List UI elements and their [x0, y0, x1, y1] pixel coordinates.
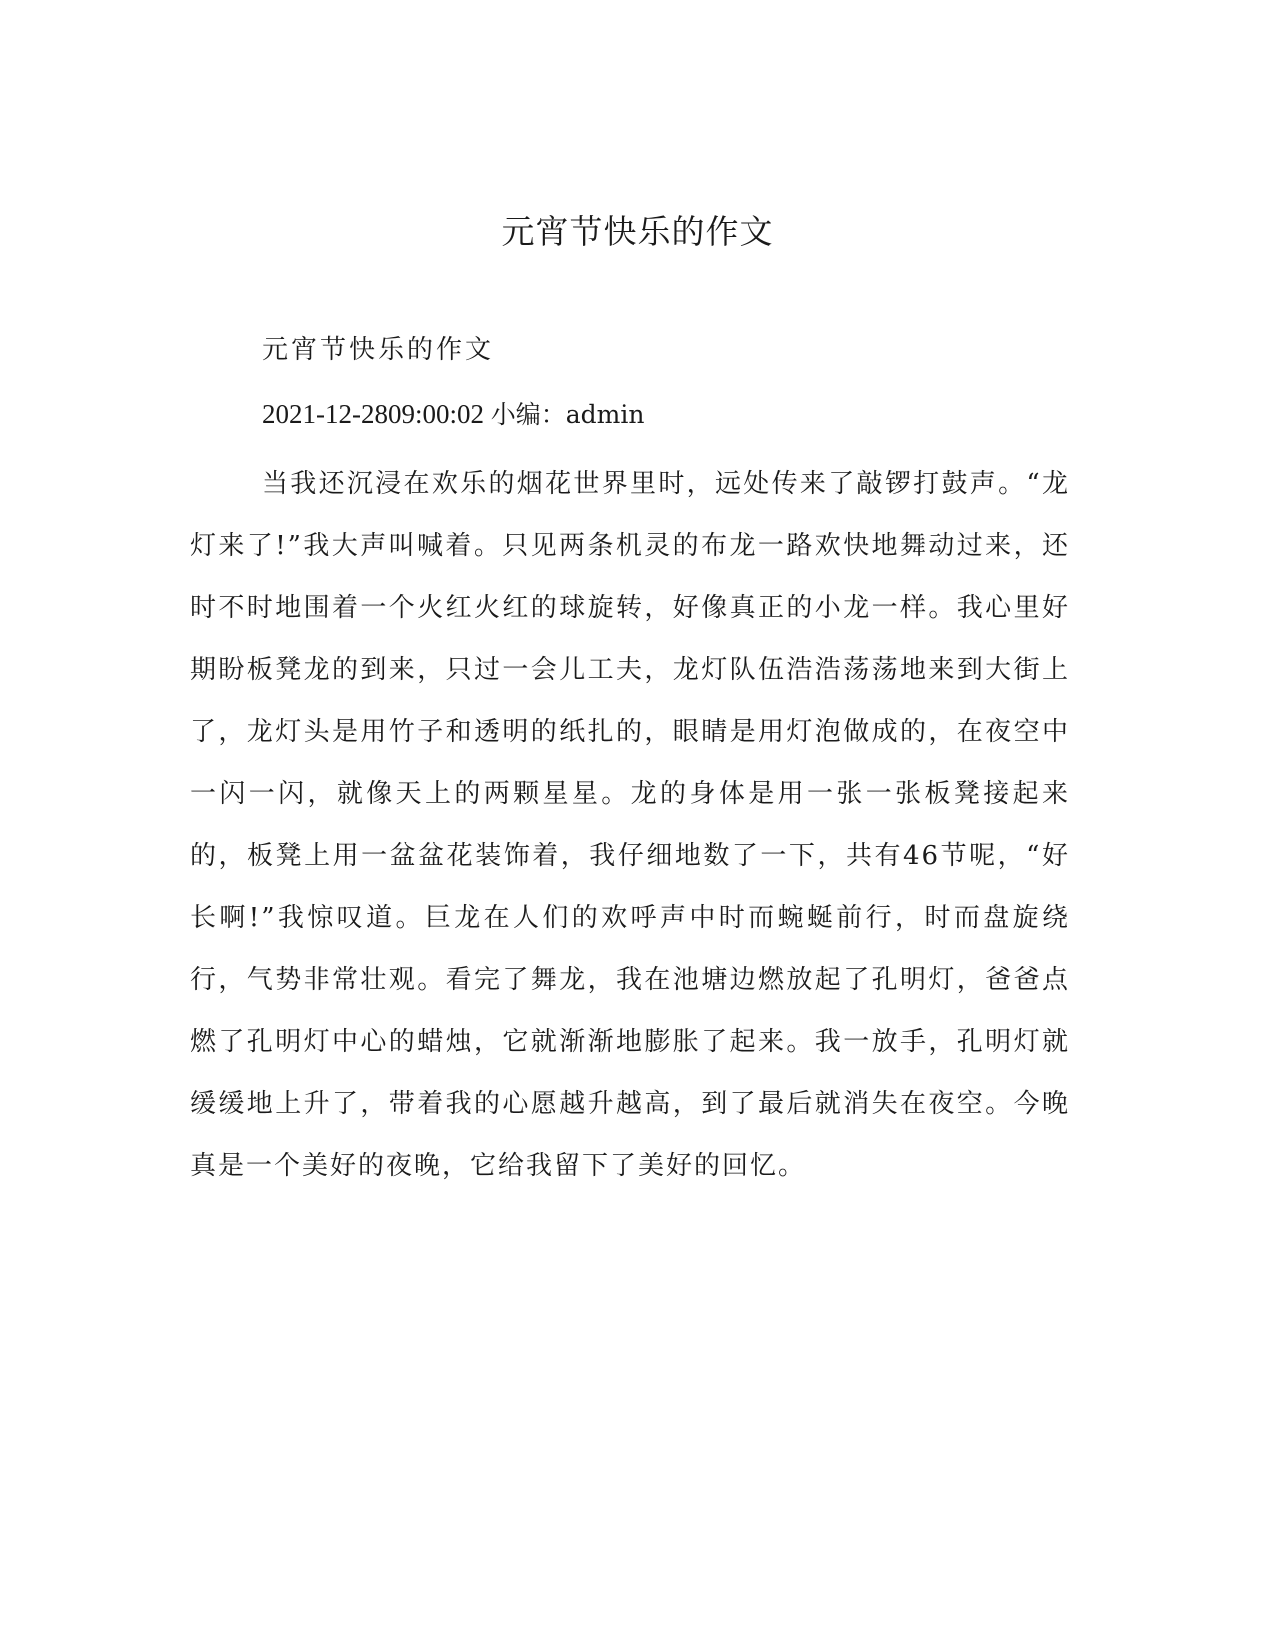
document-subtitle: 元宵节快乐的作文	[262, 335, 495, 365]
publish-datetime: 2021-12-2809:00:02	[262, 399, 484, 429]
document-title: 元宵节快乐的作文	[501, 212, 774, 251]
document-body: 当我还沉浸在欢乐的烟花世界里时，远处传来了敲锣打鼓声。“龙灯来了!”我大声叫喊着。只见两条机灵的布龙一路欢快地舞动过来，还时不时地围着一个火红火红的球旋转，好像真正的小龙一样。我心里好期盼板凳龙的到来，只过一会儿工夫，龙灯队伍浩浩荡荡地来到大街上了，龙灯头是用竹子和透明的纸扎的，眼睛是用灯泡做成的，在夜空中一闪一闪，就像天上的两颗星星。龙的身体是用一张一张板凳接起来的，板凳上用一盆盆花装饰着，我仔细地数了一下，共有46节呢，“好长啊!”我惊叹道。巨龙在人们的欢呼声中时而蜿蜒前行，时而盘旋绕行，气势非常壮观。看完了舞龙，我在池塘边燃放起了孔明灯，爸爸点燃了孔明灯中心的蜡烛，它就渐渐地膨胀了起来。我一放手，孔明灯就缓缓地上升了，带着我的心愿越升越高，到了最后就消失在夜空。今晚真是一个美好的夜晚，它给我留下了美好的回忆。	[190, 469, 1070, 1181]
document-meta	[262, 396, 644, 433]
author-label: 小编：admin	[490, 400, 645, 429]
